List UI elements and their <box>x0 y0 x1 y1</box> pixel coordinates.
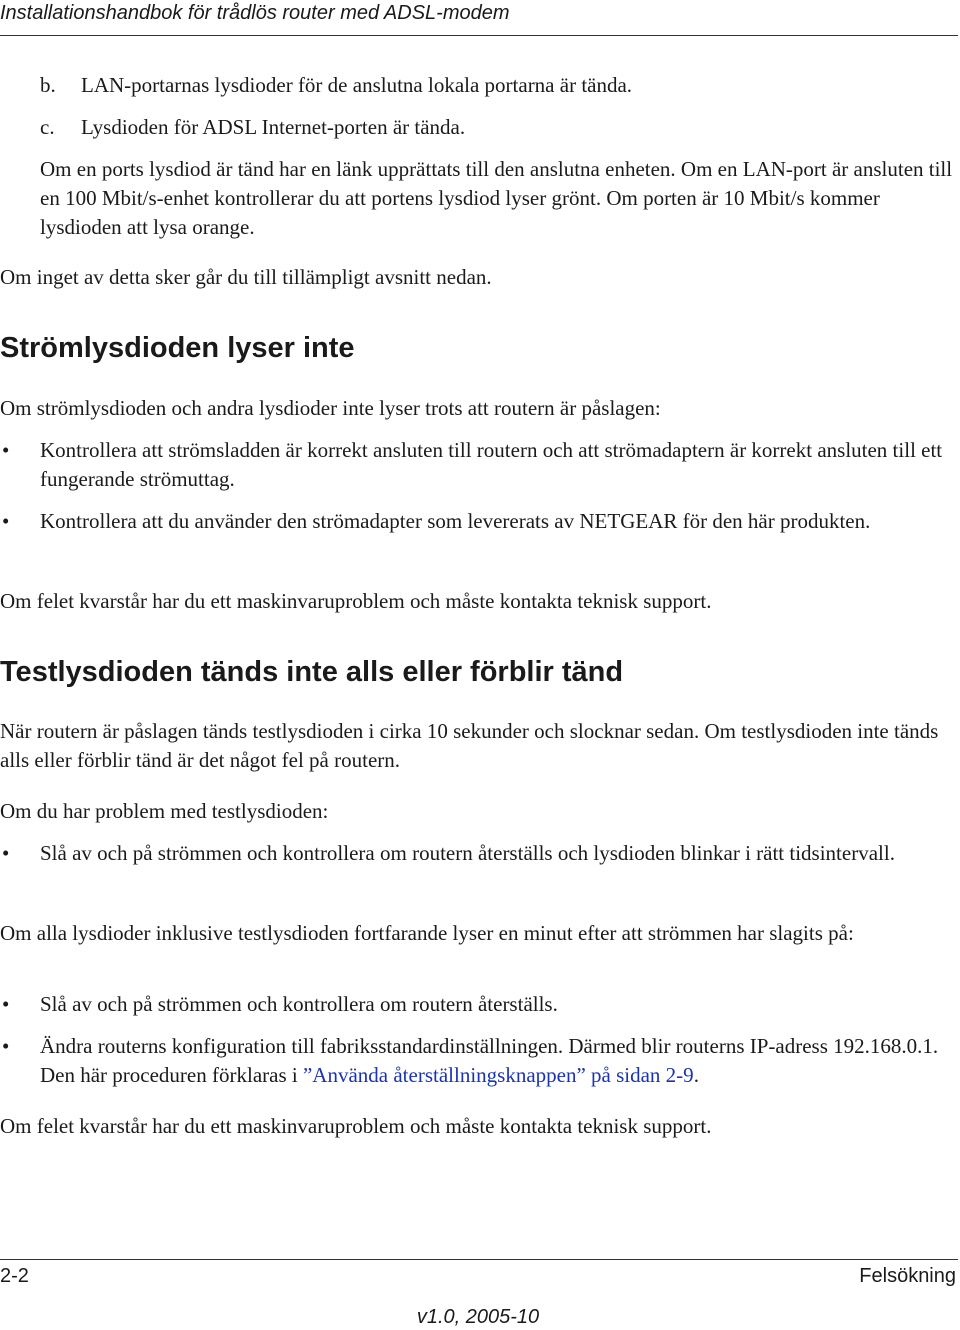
bullet-3-text-after: . <box>693 1063 699 1087</box>
section-heading-test-led: Testlysdioden tänds inte alls eller förblir tänd <box>0 656 624 688</box>
page-number: 2-2 <box>0 1265 29 1287</box>
section2-paragraph-2: Om du har problem med testlysdioden: <box>0 799 329 823</box>
intro-paragraph: Om inget av detta sker går du till tillämpligt avsnitt nedan. <box>0 265 492 289</box>
section2-paragraph-3: Om alla lysdioder inklusive testlysdioden fortfarande lyser en minut efter att strömmen har slagits på: <box>0 921 854 945</box>
footer-rule <box>0 1259 958 1260</box>
indented-paragraph: Om en ports lysdiod är tänd har en länk upprättats till den anslutna enheten. Om en LAN-port är ansluten till en 100 Mbit/s-enhet kontrollerar du att portens lysdiod lyser grönt. Om porten är 10 Mbit/s kommer lysdioden att lysa orange. <box>40 157 953 239</box>
bullet-icon: • <box>2 841 10 865</box>
section2-paragraph-1: När routern är påslagen tänds testlysdioden i cirka 10 sekunder och slocknar sedan. Om testlysdioden inte tänds alls eller förblir tänd är det något fel på routern. <box>0 719 939 772</box>
list-item-b: LAN-portarnas lysdioder för de anslutna lokala portarna är tända. <box>81 73 633 97</box>
bullet-icon: • <box>2 1034 10 1058</box>
bullet-icon: • <box>2 992 10 1016</box>
section2-closing: Om felet kvarstår har du ett maskinvaruproblem och måste kontakta teknisk support. <box>0 1114 712 1138</box>
running-header-title: Installationshandbok för trådlös router med ADSL-modem <box>0 2 510 24</box>
section1-bullet-2: Kontrollera att du använder den strömadapter som levererats av NETGEAR för den här produkten. <box>40 509 871 533</box>
section1-bullet-1: Kontrollera att strömsladden är korrekt ansluten till routern och att strömadaptern är korrekt ansluten till ett fungerande strömuttag. <box>40 438 943 491</box>
section-heading-power-led: Strömlysdioden lyser inte <box>0 332 355 364</box>
document-version: v1.0, 2005-10 <box>416 1306 540 1328</box>
section1-closing: Om felet kvarstår har du ett maskinvaruproblem och måste kontakta teknisk support. <box>0 589 712 613</box>
list-marker-b: b. <box>40 73 56 97</box>
bullet-icon: • <box>2 509 10 533</box>
section2-bullet-2: Slå av och på strömmen och kontrollera om routern återställs. <box>40 992 558 1016</box>
chapter-name: Felsökning <box>859 1265 956 1287</box>
bullet-3-text-before: Ändra routerns konfiguration till fabriksstandardinställningen. Därmed blir routerns IP-adress 192.168.0.1. Den här proceduren förklaras i <box>40 1034 939 1087</box>
section1-intro: Om strömlysdioden och andra lysdioder inte lyser trots att routern är påslagen: <box>0 396 661 420</box>
cross-reference-link[interactable]: ”Använda återställningsknappen” på sidan 2-9 <box>302 1063 694 1087</box>
list-marker-c: c. <box>40 115 55 139</box>
bullet-icon: • <box>2 438 10 462</box>
list-item-c: Lysdioden för ADSL Internet-porten är tända. <box>81 115 466 139</box>
section2-bullet-3 <box>40 1032 956 1090</box>
header-rule <box>0 35 958 36</box>
section2-bullet-1: Slå av och på strömmen och kontrollera om routern återställs och lysdioden blinkar i rätt tidsintervall. <box>40 841 895 865</box>
